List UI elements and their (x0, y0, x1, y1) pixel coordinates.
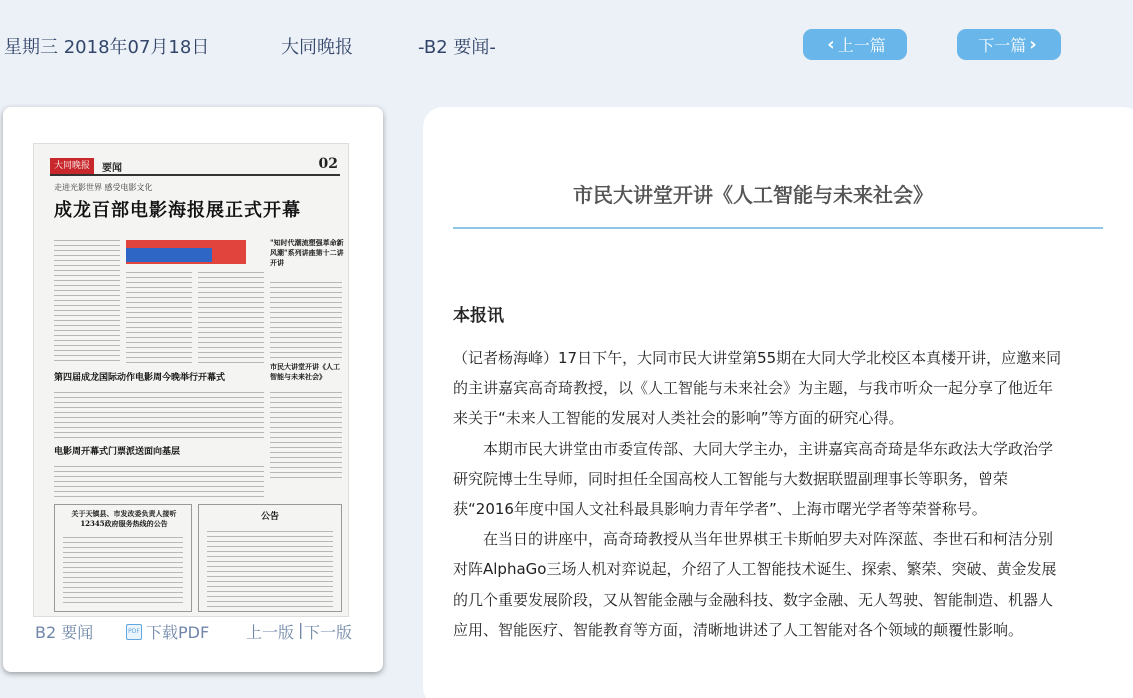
notice-box-1 (54, 504, 192, 612)
thumbnail-subhead-2: 电影周开幕式门票派送面向基层 (54, 447, 181, 457)
chevron-right-icon: › (1029, 34, 1037, 55)
next-article-label: 下一篇 (978, 36, 1027, 55)
newspaper-name: 大同晚报 (281, 37, 353, 58)
next-page-link[interactable]: 下一版 (304, 623, 353, 642)
article-line: 应用、智能医疗、智能教育等方面，清晰地讲述了人工智能对各个领域的颠覆性影响。 (453, 620, 1024, 639)
article-card (423, 107, 1133, 698)
article-lead: 本报讯 (453, 306, 504, 326)
page-b2-link[interactable]: B2 要闻 (35, 623, 94, 642)
thumbnail-subhead-1: 第四届成龙国际动作电影周今晚举行开幕式 (54, 373, 226, 383)
top-bar (0, 0, 1133, 92)
article-line: 的几个重要发展阶段，又从智能金融与金融科技、数字金融、无人驾驶、智能制造、机器人 (453, 590, 1054, 609)
text-column (270, 388, 342, 478)
article-line: 来关于“未来人工智能的发展对人类社会的影响”等方面的研究心得。 (453, 409, 904, 428)
page-thumbnail-card (3, 107, 383, 672)
side-headline: "知时代潮流塑强革命新风潮"系列讲座第十二讲开讲 (270, 238, 344, 267)
thumbnail-headline: 成龙百部电影海报展正式开幕 (54, 200, 301, 221)
thumbnail-kicker: 走进光影世界 感受电影文化 (54, 183, 153, 192)
text-column (126, 268, 192, 364)
thumbnail-masthead (50, 158, 340, 176)
article-line: 对阵AlphaGo三场人机对弈说起，介绍了人工智能技术诞生、探索、繁荣、突破、黄金发展 (453, 560, 1057, 579)
article-line: 在当日的讲座中，高奇琦教授从当年世界棋王卡斯帕罗夫对阵深蓝、李世石和柯洁分别 (483, 530, 1054, 549)
thumbnail-section: 要闻 (102, 163, 122, 174)
notice-box-1-title: 关于天镇县、市发改委负责人接听12345政府服务热线的公告 (71, 509, 177, 528)
chevron-left-icon: ‹ (827, 34, 835, 55)
article-line: 的主讲嘉宾高奇琦教授，以《人工智能与未来社会》为主题，与我市听众一起分享了他近年 (453, 379, 1054, 398)
download-pdf-label: 下载PDF (146, 623, 210, 642)
notice-box-2 (198, 504, 342, 612)
issue-date: 星期三 2018年07月18日 (4, 37, 210, 58)
text-column (270, 278, 342, 358)
newspaper-logo: 大同晚报 (50, 158, 94, 174)
text-column (54, 462, 264, 498)
page-footer-links (3, 620, 383, 642)
side-headline-2: 市民大讲堂开讲《人工智能与未来社会》 (270, 362, 340, 381)
next-article-button[interactable] (957, 29, 1061, 60)
text-column (63, 533, 183, 607)
notice-box-2-title: 公告 (260, 512, 279, 522)
prev-page-link[interactable]: 上一版 (246, 623, 295, 642)
link-separator: | (298, 620, 304, 639)
pdf-icon: PDF (126, 624, 142, 640)
prev-article-button[interactable] (803, 29, 907, 60)
article-line: 获“2016年度中国人文社科最具影响力青年学者”、上海市曙光学者等荣誉称号。 (453, 500, 987, 519)
text-column (54, 236, 120, 364)
title-divider (453, 227, 1103, 229)
article-line: 研究院博士生导师，同时担任全国高校人工智能与大数据联盟副理事长等职务，曾荣 (453, 469, 1009, 488)
article-body (453, 343, 1101, 645)
prev-article-label: 上一篇 (837, 36, 886, 55)
text-column (198, 268, 264, 364)
promo-banner-inner (126, 248, 212, 262)
newspaper-page-thumbnail[interactable] (33, 143, 349, 617)
article-title: 市民大讲堂开讲《人工智能与未来社会》 (573, 183, 933, 207)
download-pdf-link[interactable] (126, 620, 209, 643)
article-line: 本期市民大讲堂由市委宣传部、大同大学主办，主讲嘉宾高奇琦是华东政法大学政治学 (483, 439, 1054, 458)
text-column (207, 527, 333, 607)
thumbnail-page-number: 02 (318, 156, 338, 172)
article-line: （记者杨海峰）17日下午，大同市民大讲堂第55期在大同大学北校区本真楼开讲，应邀来同 (453, 349, 1062, 367)
page-label: -B2 要闻- (418, 37, 496, 58)
text-column (54, 388, 264, 438)
